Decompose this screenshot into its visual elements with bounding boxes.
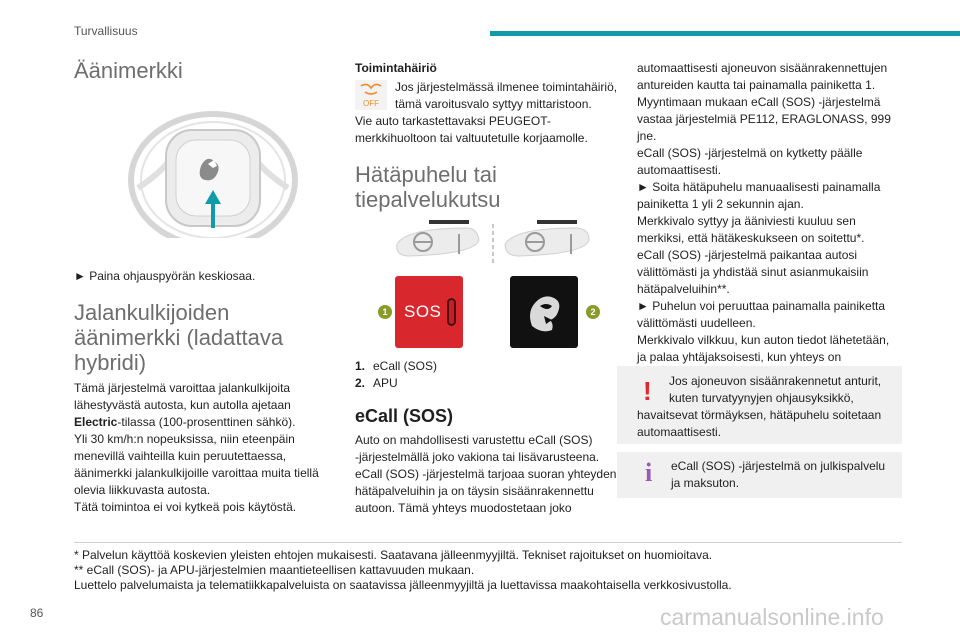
callout-badge-2: 2 — [586, 305, 600, 319]
emergency-call-title-line1: Hätäpuhelu tai — [355, 162, 497, 187]
pedestrian-text-line8: Tätä toimintoa ei voi kytkeä pois käytöstä. — [74, 500, 297, 514]
warning-note-box — [617, 366, 902, 444]
malfunction-text-line1: Jos järjestelmässä ilmenee toimintahäiriö, — [395, 80, 618, 94]
info-i-icon: i — [645, 458, 653, 487]
col3-line16: välittömästi uudelleen. — [637, 316, 756, 330]
col3-line2: antureiden kautta tai painamalla painiketta 1. — [637, 78, 876, 92]
warning-exclamation-icon: ! — [643, 376, 652, 406]
col3-line4: vastaa järjestelmiä PE112, ERAGLONASS, 999 — [637, 112, 891, 126]
col3-line11: merkiksi, että hätäkeskukseen on soitettu*. — [637, 231, 865, 245]
sos-button[interactable] — [395, 276, 463, 348]
peugeot-lion-icon — [510, 276, 578, 348]
ecall-title: eCall (SOS) — [355, 406, 454, 426]
assistance-button[interactable] — [510, 276, 578, 348]
ecall-text-line4: hätäpalveluihin ja on täysin sisäänrakennettu — [355, 484, 594, 498]
col3-line8: ► Soita hätäpuhelu manuaalisesti painamalla — [637, 180, 881, 194]
malfunction-text-line4: merkkihuoltoon tai valtuutetulle korjaamolle. — [355, 131, 588, 145]
page-number: 86 — [30, 606, 44, 620]
col3-line7: automaattisesti. — [637, 163, 722, 177]
footnote-1: * Palvelun käyttöä koskevien yleisten ehtojen mukaisesti. Saatavana jälleenmyyjiltä. Tekniset rajoitukset on huomioitava. — [74, 548, 713, 562]
watermark: carmanualsonline.info — [660, 604, 884, 630]
malfunction-title: Toimintahäiriö — [355, 61, 437, 75]
warning-note-line2: kuten turvatyynyjen ohjausyksikkö, — [669, 391, 854, 405]
warn-icon-label: OFF — [363, 99, 379, 108]
sos-button-label: SOS — [404, 302, 442, 321]
col3-line9: painiketta 1 yli 2 sekunnin ajan. — [637, 197, 804, 211]
horn-instruction: ► Paina ohjauspyörän keskiosaa. — [74, 269, 256, 283]
horn-off-warning-icon — [355, 80, 387, 110]
info-note-box — [617, 452, 902, 498]
col3-line12: eCall (SOS) -järjestelmä paikantaa autosi — [637, 248, 858, 262]
electric-mode-rest: -tilassa (100-prosenttinen sähkö). — [117, 415, 296, 429]
legend-2-number: 2. — [355, 376, 366, 390]
header-accent-bar — [490, 31, 960, 36]
info-note-line1: eCall (SOS) -järjestelmä on julkispalvelu — [671, 459, 886, 473]
legend-1-number: 1. — [355, 359, 366, 373]
ecall-text-line1: Auto on mahdollisesti varustettu eCall (SOS) — [355, 433, 593, 447]
ecall-text-line5: autoon. Tämä yhteys muodostetaan joko — [355, 501, 572, 515]
horn-title: Äänimerkki — [74, 58, 183, 83]
col3-line18: ja palaa yhtäjaksoisesti, kun yhteys on — [637, 350, 842, 364]
legend-2-text: APU — [373, 376, 398, 390]
emergency-call-title-line2: tiepalvelukutsu — [355, 187, 501, 212]
col3-line5: jne. — [637, 129, 657, 143]
callout-badge-1: 1 — [378, 305, 392, 319]
col3-line15: ► Puhelun voi peruuttaa painamalla painiketta — [637, 299, 886, 313]
pedestrian-text-line3 — [74, 414, 329, 431]
warning-note-line4: automaattisesti. — [637, 425, 722, 439]
malfunction-text-line2: tämä varoitusvalo syttyy mittaristoon. — [395, 97, 592, 111]
pedestrian-text-line2: lähestyvästä autosta, kun autolla ajetaan — [74, 398, 291, 412]
electric-mode-label: Electric — [74, 415, 118, 429]
pedestrian-text-line5: menevillä vaihteilla kuin peruutettaessa, — [74, 449, 287, 463]
pedestrian-text-line1: Tämä järjestelmä varoittaa jalankulkijoita — [74, 381, 291, 395]
pedestrian-title-line2: äänimerkki (ladattava — [74, 325, 284, 350]
info-note-line2: ja maksuton. — [671, 476, 740, 490]
pedestrian-title-line3: hybridi) — [74, 350, 147, 375]
ecall-text-line3: eCall (SOS) -järjestelmä tarjoaa suoran yhteyden — [355, 467, 617, 481]
pedestrian-title-line1: Jalankulkijoiden — [74, 300, 230, 325]
col3-line10: Merkkivalo syttyy ja ääniviesti kuuluu sen — [637, 214, 856, 228]
ceiling-console-illustration — [395, 220, 590, 268]
ecall-text-line2: -järjestelmällä joko vakiona tai lisävarusteena. — [355, 450, 600, 464]
section-header: Turvallisuus — [74, 24, 138, 38]
sos-led-indicator — [447, 298, 456, 326]
footnote-2: ** eCall (SOS)- ja APU-järjestelmien maantieteellisen kattavuuden mukaan. — [74, 563, 475, 577]
col3-line1: automaattisesti ajoneuvon sisäänrakennettujen — [637, 61, 888, 75]
pedestrian-text-line7: olevia liikkuvasta autosta. — [74, 483, 211, 497]
pedestrian-text-line6: äänimerkki jalankulkijoille varoittaa muita tiellä — [74, 466, 319, 480]
footnote-divider — [74, 542, 902, 543]
pedestrian-text-line4: Yli 30 km/h:n nopeuksissa, niin eteenpäin — [74, 432, 295, 446]
warning-note-line1: Jos ajoneuvon sisäänrakennetut anturit, — [669, 374, 882, 388]
steering-wheel-illustration — [128, 108, 298, 238]
col3-line3: Myyntimaan mukaan eCall (SOS) -järjestelmä — [637, 95, 881, 109]
malfunction-text-line3: Vie auto tarkastettavaksi PEUGEOT- — [355, 114, 551, 128]
col3-line6: eCall (SOS) -järjestelmä on kytketty päälle — [637, 146, 863, 160]
footnote-3: Luettelo palvelumaista ja telematiikkapalveluista on saatavissa jälleenmyyjiltä ja luettavissa maakohtaisella verkkosivustolla. — [74, 578, 732, 592]
legend-1-text: eCall (SOS) — [373, 359, 438, 373]
col3-line13: välittömästi ja yhdistää sinut asianmukaisiin — [637, 265, 869, 279]
col3-line17: Merkkivalo vilkkuu, kun auton tiedot lähetetään, — [637, 333, 890, 347]
warning-note-line3: havaitsevat törmäyksen, hätäpuhelu soitetaan — [637, 408, 882, 422]
col3-line14: hätäpalveluihin**. — [637, 282, 730, 296]
